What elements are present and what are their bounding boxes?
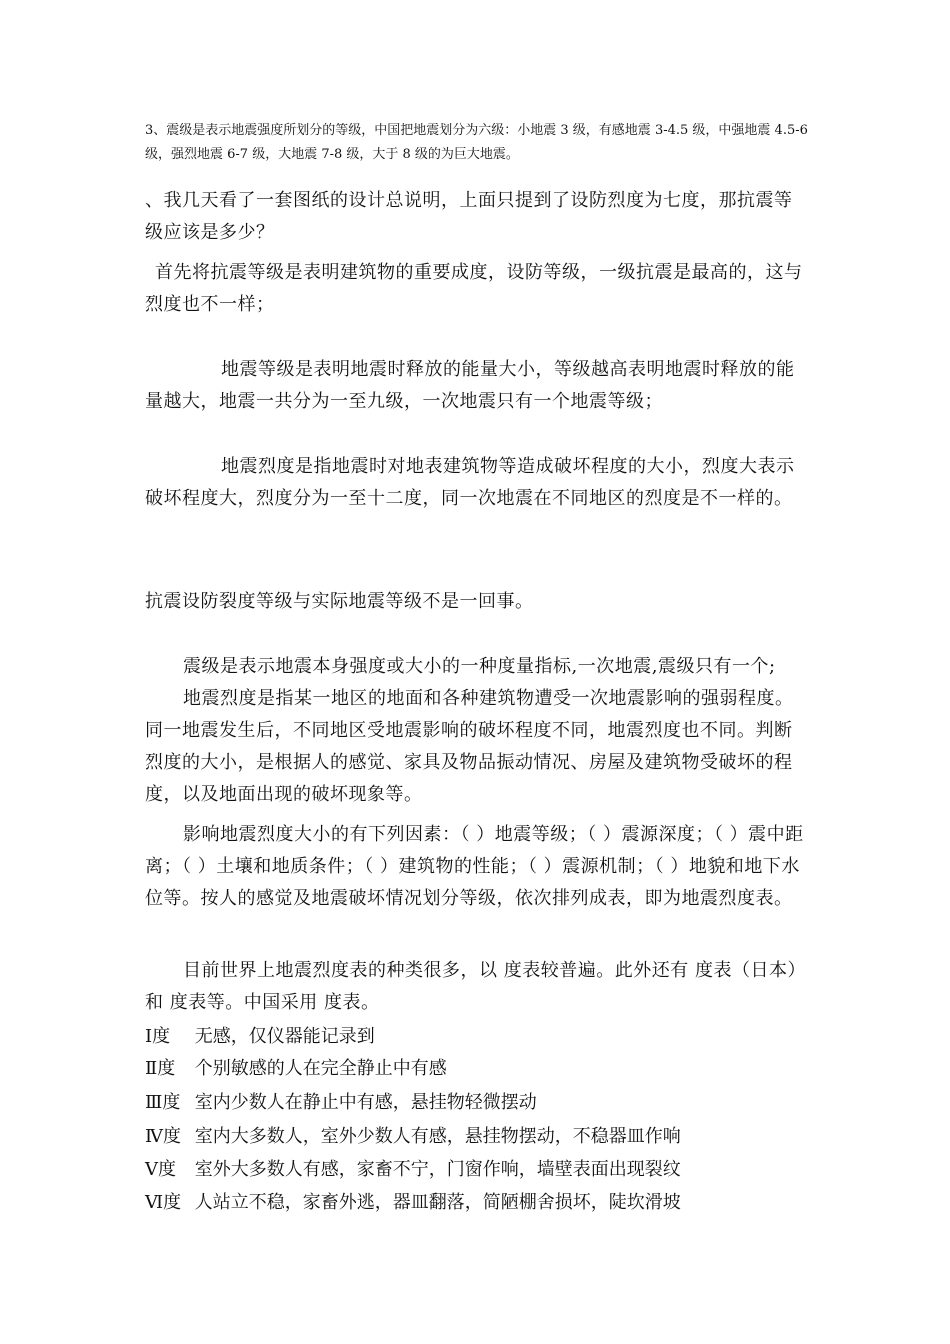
factors-paragraph: 影响地震烈度大小的有下列因素：（ ）地震等级；（ ）震源深度；（ ）震中距离；（ ）土壤和地质条件；（ ）建筑物的性能；（ ）震源机制；（ ）地貌和地下水位等。按人的感觉及地震破坏情况划分等级，依次排列成表，即为地震烈度表。 [145,824,804,909]
intensity-description: 室内少数人在静止中有感，悬挂物轻微摆动 [194,1092,537,1113]
question-paragraph: 、我几天看了一套图纸的设计总说明，上面只提到了设防烈度为七度，那抗震等级应该是多少？ [145,190,793,243]
statement-paragraph: 抗震设防裂度等级与实际地震等级不是一回事。 [145,591,534,612]
intensity-paragraph: 地震烈度是指某一地区的地面和各种建筑物遭受一次地震影响的强弱程度。同一地震发生后，不同地区受地震影响的破坏程度不同，地震烈度也不同。判断烈度的大小，是根据人的感觉、家具及物品振动情况、房屋及建筑物受破坏的程度，以及地面出现的破坏现象等。 [145,688,794,805]
intensity-description: 人站立不稳，家畜外逃，器皿翻落，简陋棚舍损坏，陡坎滑坡 [194,1192,681,1213]
list-item [145,1021,375,1053]
intensity-level: Ⅴ度 [145,1159,176,1180]
intensity-description: 无感，仅仪器能记录到 [194,1026,375,1047]
list-item [145,1087,537,1119]
intensity-level: Ⅲ度 [145,1092,181,1113]
list-item [145,1053,447,1085]
magnitude-paragraph: 震级是表示地震本身强度或大小的一种度量指标,一次地震,震级只有一个; [183,656,776,677]
intensity-level: Ⅵ度 [145,1192,182,1213]
intro-paragraph: 3、震级是表示地震强度所划分的等级，中国把地震划分为六级：小地震 3 级，有感地震 3-4.5 级，中强地震 4.5-6 级，强烈地震 6-7 级，大地震 7-8 级，大于 8 级的为巨大地震。 [145,123,808,162]
list-item [145,1187,681,1219]
intensity-level: Ⅳ度 [145,1126,181,1147]
answer-paragraph-2: 地震等级是表明地震时释放的能量大小，等级越高表明地震时释放的能量越大，地震一共分为一至九级，一次地震只有一个地震等级； [145,359,795,412]
answer-paragraph-3: 地震烈度是指地震时对地表建筑物等造成破坏程度的大小，烈度大表示破坏程度大，烈度分为一至十二度，同一次地震在不同地区的烈度是不一样的。 [145,456,795,509]
intensity-description: 室内大多数人，室外少数人有感，悬挂物摆动，不稳器皿作响 [194,1126,681,1147]
scales-paragraph: 目前世界上地震烈度表的种类很多，以 度表较普遍。此外还有 度表（日本）和 度表等。中国采用 度表。 [145,960,806,1013]
answer-paragraph-1: 首先将抗震等级是表明建筑物的重要成度，设防等级，一级抗震是最高的，这与烈度也不一样； [145,262,803,315]
intensity-description: 个别敏感的人在完全静止中有感 [194,1058,447,1079]
list-item [145,1121,681,1153]
intensity-level: Ⅰ度 [145,1026,171,1047]
intensity-level: Ⅱ度 [145,1058,176,1079]
list-item [145,1154,681,1186]
intensity-description: 室外大多数人有感，家畜不宁，门窗作响，墙壁表面出现裂纹 [194,1159,681,1180]
